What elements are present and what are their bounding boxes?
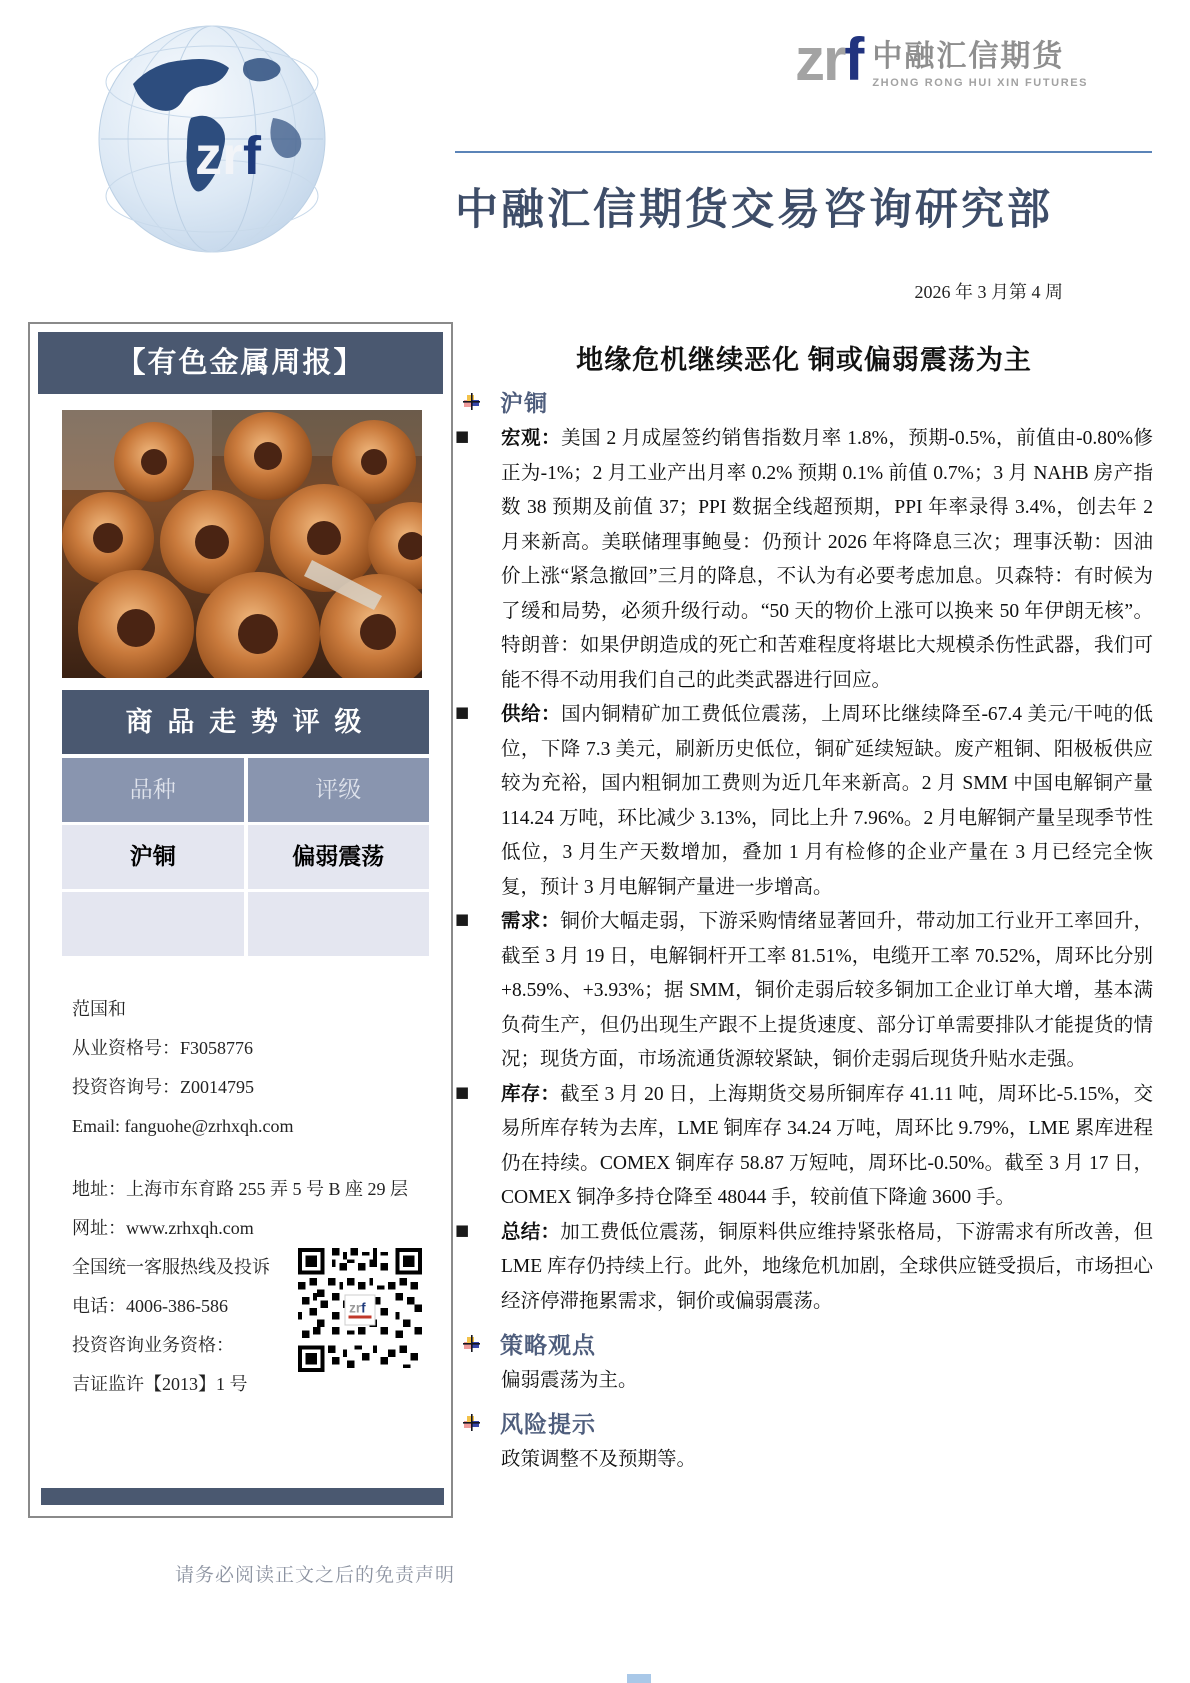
bullet-label: 库存： (501, 1083, 561, 1105)
col-variety: 品种 (62, 758, 244, 822)
square-bullet-icon: ■ (455, 1082, 470, 1101)
bullet-label: 供给： (501, 704, 562, 725)
bullet-text: 美国 2 月成屋签约销售指数月率 1.8%，预期-0.5%，前值由-0.80%修正为-1%；2 月工业产出月率 0.2% 预期 0.1% 前值 0.7%；3 月 NAHB 房产指数 38 预期及前值 37；PPI 数据全线超预期，PPI 年率录得 3.4%，创去年 2 月来新高。美联储理事鲍曼：仍预计 2026 年将降息三次；理事沃勒：因油价上涨“紧急撤回”三月的降息，不认为有必要考虑加息。贝森特：有时候为了缓和局势，必须升级行动。“50 天的物价上涨可以换来 50 年伊朗无核”。特朗普：如果伊朗造成的死亡和苦难程度将堪比大规模杀伤性武器，我们可能不得不动用我们自己的此类武器进行回应。 (501, 428, 1153, 691)
contact-qualification-label: 投资咨询业务资格： (72, 1335, 234, 1355)
cell-variety: 沪铜 (62, 825, 244, 889)
department-title: 中融汇信期货交易咨询研究部 (455, 187, 1053, 234)
weekly-report-banner: 【有色金属周报】 (38, 332, 443, 394)
logo-f: f (844, 26, 863, 93)
rating-table-header (62, 758, 429, 822)
zrf-logo-mark (795, 26, 863, 93)
bullet-macro (455, 422, 1153, 698)
analyst-email: Email: fanguohe@zrhxqh.com (72, 1116, 294, 1136)
flower-bullet-icon (463, 393, 480, 410)
section-heading-strategy (463, 1327, 1153, 1360)
section-label: 策略观点 (500, 1333, 596, 1358)
table-row-empty (62, 892, 429, 956)
qr-code (294, 1248, 426, 1372)
square-bullet-icon: ■ (455, 703, 470, 721)
col-rating: 评级 (248, 758, 430, 822)
analyst-practice-no: 从业资格号：F3058776 (72, 1038, 254, 1058)
section-label: 沪铜 (500, 391, 548, 416)
header-divider (455, 151, 1152, 153)
globe-logo-icon (95, 22, 330, 257)
bullet-summary (455, 1216, 1153, 1320)
company-name-en: ZHONG RONG HUI XIN FUTURES (872, 77, 1089, 89)
square-bullet-icon: ■ (455, 427, 470, 445)
report-date: 2026 年 3 月第 4 周 (914, 282, 1063, 302)
logo-zr: zr (795, 26, 845, 93)
svg-text:zrf: zrf (349, 1300, 366, 1316)
contact-qualification: 吉证监许【2013】1 号 (72, 1374, 248, 1394)
contact-info (72, 1170, 444, 1404)
sidebar-bottom-bar (41, 1488, 444, 1505)
contact-phone: 电话：4006-386-586 (72, 1296, 228, 1316)
bullet-supply (455, 698, 1153, 905)
contact-address: 地址：上海市东育路 255 弄 5 号 B 座 29 层 (72, 1179, 409, 1199)
bullet-inventory (455, 1078, 1153, 1216)
contact-hotline-label: 全国统一客服热线及投诉 (72, 1257, 270, 1277)
bullet-text: 截至 3 月 20 日，上海期货交易所铜库存 41.11 吨，周环比-5.15%，交易所库存转为去库，LME 铜库存 34.24 万吨，周环比 9.79%，LME 累库进程仍在持续。COMEX 铜库存 58.87 万短吨，周环比-0.50%。截至 3 月 17 日，COMEX 铜净多持仓降至 48044 手，较前值下降逾 3600 手。 (501, 1083, 1153, 1208)
bullet-text: 铜价大幅走弱，下游采购情绪显著回升，带动加工行业开工率回升，截至 3 月 19 日，电解铜杆开工率 81.51%，电缆开工率 70.52%，周环比分别+8.59%、+3.93%；据 SMM，铜价走弱后较多铜加工企业订单大增，基本满负荷生产，但仍出现生产跟不上提货速度、部分订单需要排队才能提货的情况；现货方面，市场流通货源较紧缺，铜价走弱后现货升贴水走强。 (501, 911, 1153, 1070)
bullet-text: 加工费低位震荡，铜原料供应维持紧张格局，下游需求有所改善，但 LME 库存仍持续上行。此外，地缘危机加剧，全球供应链受损后，市场担心经济停滞拖累需求，铜价或偏弱震荡。 (501, 1221, 1153, 1312)
table-row (62, 825, 429, 889)
rating-table (62, 690, 429, 956)
analyst-advisory-no: 投资咨询号：Z0014795 (72, 1077, 254, 1097)
bullet-demand (455, 905, 1153, 1078)
section-heading-risk (463, 1406, 1153, 1439)
square-bullet-icon: ■ (455, 1220, 470, 1239)
rating-table-title: 商 品 走 势 评 级 (62, 690, 429, 754)
footer-disclaimer: 请务必阅读正文之后的免责声明 (175, 1565, 456, 1586)
analyst-info (72, 990, 443, 1146)
report-body (455, 338, 1153, 1477)
page-bottom-mark (627, 1674, 651, 1683)
bullet-label: 需求： (501, 911, 561, 932)
svg-text:zrf: zrf (195, 126, 261, 186)
risk-text: 政策调整不及预期等。 (501, 1449, 697, 1470)
cell-rating: 偏弱震荡 (248, 825, 430, 889)
copper-coils-photo (62, 410, 429, 678)
company-logo (795, 26, 1089, 93)
bullet-text: 国内铜精矿加工费低位震荡，上周环比继续降至-67.4 美元/干吨的低位，下降 7.3 美元，刷新历史低位，铜矿延续短缺。废产粗铜、阳极板供应较为充裕，国内粗铜加工费则为近几年来新高。2 月 SMM 中国电解铜产量 114.24 万吨，环比减少 3.13%，同比上升 7.96%。2 月电解铜产量呈现季节性低位，3 月生产天数增加，叠加 1 月有检修的企业产量在 3 月已经完全恢复，预计 3 月电解铜产量进一步增高。 (501, 704, 1153, 898)
bullet-label: 宏观： (501, 428, 562, 449)
flower-bullet-icon (463, 1414, 480, 1431)
section-heading-hutong (463, 385, 1153, 418)
bullet-label: 总结： (501, 1221, 561, 1243)
contact-website: 网址：www.zrhxqh.com (72, 1218, 254, 1238)
sidebar (28, 322, 453, 1518)
square-bullet-icon: ■ (455, 910, 470, 928)
analyst-name: 范国和 (72, 999, 126, 1019)
strategy-text: 偏弱震荡为主。 (501, 1370, 638, 1391)
company-name-cn: 中融汇信期货 (872, 40, 1065, 73)
flower-bullet-icon (463, 1335, 480, 1352)
report-title: 地缘危机继续恶化 铜或偏弱震荡为主 (576, 345, 1032, 375)
section-label: 风险提示 (500, 1412, 596, 1437)
